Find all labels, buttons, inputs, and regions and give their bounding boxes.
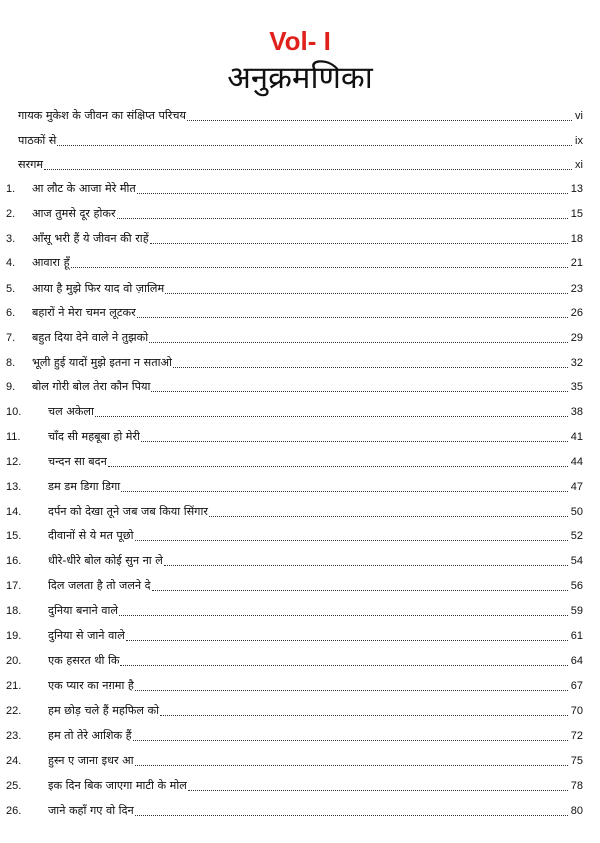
entry-number: 18. (6, 605, 22, 617)
leader-dots (126, 640, 568, 641)
volume-label: Vol- I (269, 26, 331, 56)
leader-dots (137, 317, 568, 318)
entry-number: 14. (6, 506, 22, 518)
leader-dots (165, 293, 568, 294)
entry-number: 4. (6, 257, 16, 269)
entry-page: 38 (570, 406, 583, 418)
entry-page: 80 (570, 805, 583, 817)
entry-title: आ लौट के आजा मेरे मीत (32, 182, 136, 195)
entry-number: 21. (6, 680, 22, 692)
entry-number: 6. (6, 307, 16, 319)
entry-title: दर्पन को देखा तूने जब जब किया सिंगार (48, 505, 208, 518)
entry-page: 75 (570, 755, 583, 767)
entry-title: आज तुमसे दूर होकर (32, 207, 116, 220)
front-matter-row[interactable] (0, 106, 600, 126)
leader-dots (133, 740, 568, 741)
entry-page: 72 (570, 730, 583, 742)
entry-page: 15 (570, 208, 583, 220)
entry-number: 1. (6, 183, 16, 195)
entry-number: 24. (6, 755, 22, 767)
entry-number: 10. (6, 406, 22, 418)
leader-dots (135, 765, 568, 766)
leader-dots (209, 516, 568, 517)
leader-dots (135, 815, 568, 816)
entry-number: 26. (6, 805, 22, 817)
entry-page: vi (575, 110, 583, 122)
entry-title: दीवानों से ये मत पूछो (48, 529, 134, 542)
leader-dots (137, 193, 568, 194)
entry-page: 67 (570, 680, 583, 692)
leader-dots (151, 391, 567, 392)
entry-page: xi (575, 159, 583, 171)
toc-entry[interactable] (0, 477, 600, 497)
entry-title: आया है मुझे फिर याद वो ज़ालिम (32, 282, 165, 295)
entry-title: बहारों ने मेरा चमन लूटकर (32, 306, 136, 319)
entry-number: 11. (6, 431, 21, 443)
leader-dots (141, 441, 568, 442)
entry-title: एक प्यार का नग़मा है (48, 679, 134, 692)
leader-dots (120, 665, 567, 666)
toc-entry[interactable] (0, 551, 600, 571)
toc-entry[interactable] (0, 651, 600, 671)
entry-title: दुनिया बनाने वाले (48, 604, 118, 617)
entry-title: भूली हुई यादों मुझे इतना न सताओ (32, 356, 172, 369)
leader-dots (164, 565, 568, 566)
toc-entry[interactable] (0, 502, 600, 522)
toc-entry[interactable] (0, 303, 600, 323)
leader-dots (44, 169, 572, 170)
entry-page: 50 (570, 506, 583, 518)
entry-page: 78 (570, 780, 583, 792)
entry-number: 15. (6, 530, 22, 542)
toc-entry[interactable] (0, 204, 600, 224)
entry-title: धीरे-धीरे बोल कोई सुन ना ले (48, 554, 163, 567)
toc-entry[interactable] (0, 353, 600, 373)
entry-page: 23 (570, 283, 583, 295)
entry-page: ix (575, 135, 583, 147)
entry-number: 8. (6, 357, 16, 369)
entry-title: आँसू भरी हैं ये जीवन की राहें (32, 232, 149, 245)
leader-dots (121, 491, 568, 492)
entry-page: 41 (570, 431, 583, 443)
leader-dots (188, 790, 568, 791)
entry-number: 5. (6, 283, 16, 295)
entry-title: पाठकों से (18, 134, 57, 147)
leader-dots (187, 120, 572, 121)
leader-dots (135, 690, 568, 691)
leader-dots (152, 590, 568, 591)
page-title: अनुक्रमणिका (227, 60, 373, 96)
entry-title: हम छोड़ चले हैं महफिल को (48, 704, 159, 717)
entry-page: 44 (570, 456, 583, 468)
entry-title: चन्दन सा बदन (48, 455, 107, 468)
toc-entry[interactable] (0, 601, 600, 621)
toc-entry[interactable] (0, 179, 600, 199)
entry-number: 16. (6, 555, 22, 567)
entry-title: हुस्न ए जाना इधर आ (48, 754, 134, 767)
toc-entry[interactable] (0, 377, 600, 397)
entry-page: 52 (570, 530, 583, 542)
entry-number: 3. (6, 233, 16, 245)
toc-entry[interactable] (0, 726, 600, 746)
entry-title: आवारा हूँ (32, 256, 70, 269)
entry-number: 23. (6, 730, 22, 742)
leader-dots (150, 243, 568, 244)
entry-title: एक हसरत थी कि (48, 654, 120, 667)
toc-entry[interactable] (0, 751, 600, 771)
leader-dots (173, 367, 568, 368)
leader-dots (117, 218, 568, 219)
entry-page: 21 (570, 257, 583, 269)
entry-page: 54 (570, 555, 583, 567)
entry-page: 26 (570, 307, 583, 319)
leader-dots (119, 615, 568, 616)
leader-dots (108, 466, 568, 467)
entry-number: 25. (6, 780, 22, 792)
entry-title: जाने कहाँ गए वो दिन (48, 804, 134, 817)
entry-number: 13. (6, 481, 22, 493)
entry-page: 64 (570, 655, 583, 667)
toc-entry[interactable] (0, 427, 600, 447)
front-matter-row[interactable] (0, 131, 600, 151)
toc-entry[interactable] (0, 229, 600, 249)
entry-page: 70 (570, 705, 583, 717)
toc-entry[interactable] (0, 701, 600, 721)
entry-number: 9. (6, 381, 16, 393)
front-matter-row[interactable] (0, 155, 600, 175)
toc-entry[interactable] (0, 801, 600, 821)
toc-entry[interactable] (0, 626, 600, 646)
toc-entry[interactable] (0, 452, 600, 472)
entry-number: 20. (6, 655, 22, 667)
entry-title: चल अकेला (48, 405, 94, 418)
entry-title: गायक मुकेश के जीवन का संक्षिप्त परिचय (18, 109, 186, 122)
entry-number: 17. (6, 580, 22, 592)
toc-entry[interactable] (0, 328, 600, 348)
toc-entry[interactable] (0, 402, 600, 422)
entry-page: 29 (570, 332, 583, 344)
entry-title: दुनिया से जाने वाले (48, 629, 125, 642)
entry-title: बोल गोरी बोल तेरा कौन पिया (32, 380, 151, 393)
entry-title: इक दिन बिक जाएगा माटी के मोल (48, 779, 187, 792)
leader-dots (71, 267, 568, 268)
leader-dots (57, 145, 572, 146)
entry-title: हम तो तेरे आशिक हैं (48, 729, 132, 742)
leader-dots (135, 540, 568, 541)
entry-page: 59 (570, 605, 583, 617)
toc-entry[interactable] (0, 576, 600, 596)
entry-number: 19. (6, 630, 22, 642)
entry-number: 12. (6, 456, 22, 468)
entry-page: 18 (570, 233, 583, 245)
toc-entry[interactable] (0, 279, 600, 299)
toc-entry[interactable] (0, 676, 600, 696)
entry-number: 7. (6, 332, 16, 344)
entry-title: डम डम डिगा डिगा (48, 480, 121, 493)
entry-page: 13 (570, 183, 583, 195)
entry-page: 47 (570, 481, 583, 493)
leader-dots (95, 416, 568, 417)
entry-title: सरगम (18, 158, 44, 171)
entry-page: 32 (570, 357, 583, 369)
leader-dots (160, 715, 568, 716)
entry-page: 35 (570, 381, 583, 393)
toc-entry[interactable] (0, 776, 600, 796)
leader-dots (149, 342, 568, 343)
entry-title: बहुत दिया देने वाले ने तुझको (32, 331, 149, 344)
entry-title: चाँद सी महबूबा हो मेरी (48, 430, 140, 443)
entry-number: 2. (6, 208, 16, 220)
entry-page: 56 (570, 580, 583, 592)
toc-entry[interactable] (0, 253, 600, 273)
toc-entry[interactable] (0, 526, 600, 546)
entry-number: 22. (6, 705, 22, 717)
entry-page: 61 (570, 630, 583, 642)
entry-title: दिल जलता है तो जलने दे (48, 579, 151, 592)
